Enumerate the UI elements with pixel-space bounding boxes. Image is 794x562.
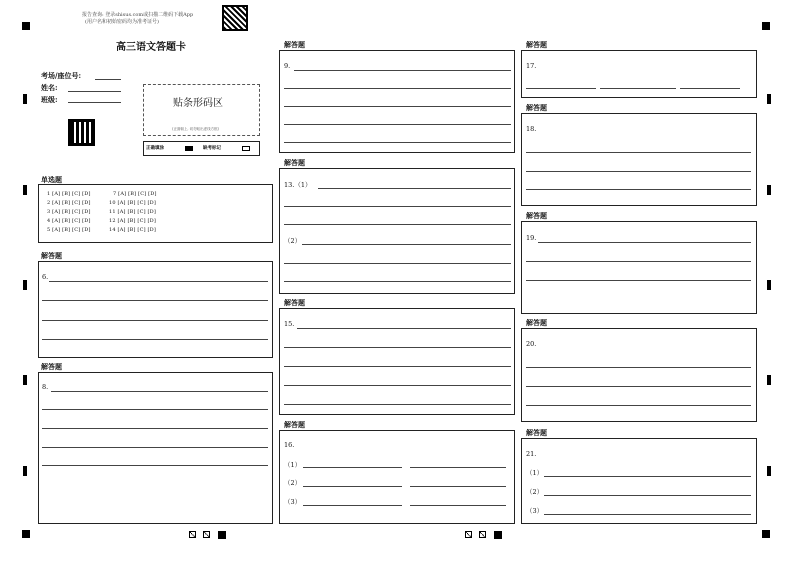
answer-line[interactable] (42, 339, 268, 340)
exam-room-field[interactable] (95, 79, 121, 80)
mcq-row[interactable]: 2 [A] [B] [C] [D] (47, 200, 91, 206)
answer-line[interactable] (526, 152, 751, 153)
answer-line[interactable] (297, 328, 511, 329)
answer-line[interactable] (284, 224, 511, 225)
answer-line[interactable] (294, 70, 511, 71)
answer-line[interactable] (410, 486, 506, 487)
answer-line[interactable] (284, 106, 511, 107)
q19-box (521, 221, 757, 314)
exam-room-label: 考场/座位号: (41, 71, 82, 80)
name-label: 姓名: (41, 83, 58, 92)
q13-box (279, 168, 515, 294)
absent-mark-label: 缺考标记 (203, 146, 221, 151)
page-mark-filled (494, 531, 502, 539)
timing-mark (23, 94, 27, 104)
answer-line[interactable] (526, 261, 751, 262)
mcq-row[interactable]: 5 [A] [B] [C] [D] (47, 227, 91, 233)
page-mark-box (479, 531, 486, 538)
answer-line[interactable] (284, 347, 511, 348)
q21-part-1: （1） (526, 469, 544, 477)
q18-number: 18. (526, 125, 537, 133)
q21-part-2: （2） (526, 488, 544, 496)
name-field[interactable] (68, 91, 121, 92)
answer-line[interactable] (42, 300, 268, 301)
answer-line[interactable] (526, 386, 751, 387)
answer-line[interactable] (526, 189, 751, 190)
mcq-row[interactable]: 4 [A] [B] [C] [D] (47, 218, 91, 224)
barcode-title: 贴条形码区 (173, 98, 223, 109)
mcq-title: 单选题 (41, 176, 62, 184)
answer-line[interactable] (526, 280, 751, 281)
timing-mark (23, 185, 27, 195)
q13-number: 13.（1） (284, 181, 312, 189)
q18-box (521, 113, 757, 206)
header-line-2: (用户名和初始密码均为准考证号) (85, 19, 159, 25)
q21-box (521, 438, 757, 524)
timing-mark (767, 375, 771, 385)
q20-number: 20. (526, 340, 537, 348)
q9-number: 9. (284, 62, 291, 70)
q21-number: 21. (526, 450, 537, 458)
timing-mark (23, 375, 27, 385)
section-title: 解答题 (526, 41, 547, 49)
q8-number: 8. (42, 383, 49, 391)
timing-mark (767, 94, 771, 104)
header-qr-code (222, 5, 248, 31)
q9-box (279, 50, 515, 153)
section-title: 解答题 (526, 212, 547, 220)
class-label: 班级: (41, 95, 58, 104)
answer-line[interactable] (526, 88, 596, 89)
section-title: 解答题 (284, 159, 305, 167)
section-title: 解答题 (284, 421, 305, 429)
q16-part-3: （3） (284, 498, 302, 506)
card-title: 高三语文答题卡 (116, 42, 186, 53)
timing-mark (23, 466, 27, 476)
absent-mark-box[interactable] (242, 146, 250, 151)
page-mark-box (189, 531, 196, 538)
answer-line[interactable] (302, 244, 511, 245)
section-title: 解答题 (526, 319, 547, 327)
student-qr-code (68, 119, 95, 146)
answer-line[interactable] (526, 367, 751, 368)
q16-part-2: （2） (284, 479, 302, 487)
section-title: 解答题 (284, 41, 305, 49)
answer-line[interactable] (410, 467, 506, 468)
mcq-row[interactable]: 7 [A] [B] [C] [D] (113, 191, 157, 197)
q8-box (38, 372, 273, 524)
header-line-1: 报告查询: 登录shisus.com或扫描二维码下载App (82, 12, 194, 18)
answer-line[interactable] (284, 385, 511, 386)
mcq-row[interactable]: 14 [A] [B] [C] [D] (109, 227, 157, 233)
q19-number: 19. (526, 234, 537, 242)
q21-part-3: （3） (526, 507, 544, 515)
section-title: 解答题 (284, 299, 305, 307)
q16-number: 16. (284, 441, 295, 449)
section-title: 解答题 (41, 363, 62, 371)
answer-line[interactable] (526, 171, 751, 172)
answer-line[interactable] (303, 486, 402, 487)
answer-line[interactable] (42, 409, 268, 410)
answer-line[interactable] (303, 505, 402, 506)
answer-line[interactable] (42, 320, 268, 321)
answer-line[interactable] (538, 242, 751, 243)
answer-line[interactable] (284, 263, 511, 264)
answer-line[interactable] (42, 447, 268, 448)
timing-mark (767, 466, 771, 476)
corner-mark-br (762, 530, 770, 538)
answer-line[interactable] (600, 88, 676, 89)
answer-line[interactable] (42, 465, 268, 466)
corner-mark-tr (762, 22, 770, 30)
answer-line[interactable] (680, 88, 740, 89)
page-mark-box (465, 531, 472, 538)
answer-line[interactable] (544, 495, 751, 496)
answer-line[interactable] (284, 404, 511, 405)
answer-line[interactable] (284, 142, 511, 143)
page-mark-box (203, 531, 210, 538)
answer-line[interactable] (303, 467, 402, 468)
answer-line[interactable] (544, 514, 751, 515)
answer-line[interactable] (284, 124, 511, 125)
timing-mark (767, 185, 771, 195)
barcode-note: (正面朝上, 切勿贴出虚线方框) (172, 127, 219, 131)
timing-mark (23, 280, 27, 290)
corner-mark-tl (22, 22, 30, 30)
answer-line[interactable] (284, 281, 511, 282)
answer-line[interactable] (284, 366, 511, 367)
answer-line[interactable] (49, 281, 268, 282)
section-title: 解答题 (526, 104, 547, 112)
answer-line[interactable] (544, 476, 751, 477)
q16-box (279, 430, 515, 524)
page-mark-filled (218, 531, 226, 539)
answer-line[interactable] (51, 391, 268, 392)
section-title: 解答题 (526, 429, 547, 437)
q13-part-2: （2） (284, 237, 302, 245)
corner-mark-bl (22, 530, 30, 538)
class-field[interactable] (68, 102, 121, 103)
answer-line[interactable] (284, 88, 511, 89)
q15-number: 15. (284, 320, 295, 328)
answer-line[interactable] (526, 405, 751, 406)
mcq-row[interactable]: 1 [A] [B] [C] [D] (47, 191, 91, 197)
q15-box (279, 308, 515, 415)
answer-line[interactable] (410, 505, 506, 506)
q16-part-1: （1） (284, 461, 302, 469)
q6-box (38, 261, 273, 358)
mcq-row[interactable]: 3 [A] [B] [C] [D] (47, 209, 91, 215)
correct-fill-label: 正确填涂 (146, 146, 164, 151)
answer-line[interactable] (318, 188, 511, 189)
answer-line[interactable] (42, 428, 268, 429)
section-title: 解答题 (41, 252, 62, 260)
mcq-row[interactable]: 10 [A] [B] [C] [D] (109, 200, 157, 206)
mcq-row[interactable]: 11 [A] [B] [C] [D] (109, 209, 157, 215)
q17-box (521, 50, 757, 98)
answer-line[interactable] (284, 206, 511, 207)
mcq-row[interactable]: 12 [A] [B] [C] [D] (109, 218, 157, 224)
q6-number: 6. (42, 273, 49, 281)
correct-fill-sample (185, 146, 193, 151)
q17-number: 17. (526, 62, 537, 70)
timing-mark (767, 280, 771, 290)
q20-box (521, 328, 757, 422)
